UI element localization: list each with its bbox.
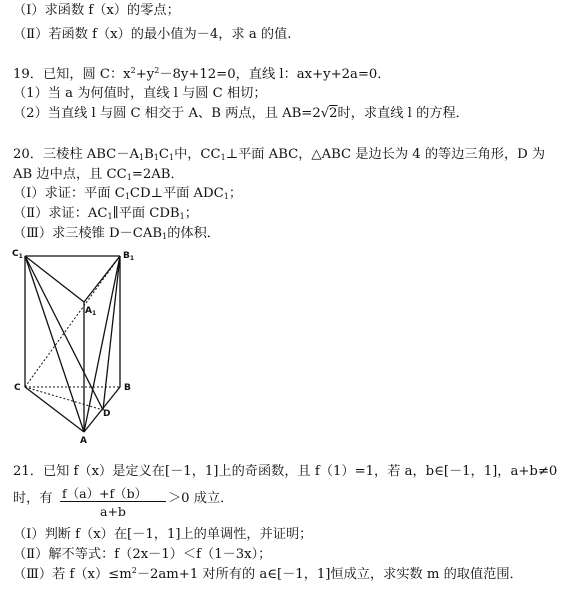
prism-figure (8, 246, 143, 446)
label-C1: $C_1$ (12, 249, 23, 260)
fraction-numerator: f（a）+f（b） (62, 486, 148, 501)
label-D: D (103, 409, 111, 419)
label-C: C (14, 383, 21, 393)
label-A1: $A_1$ (85, 306, 97, 317)
label-B1: $B_1$ (123, 251, 135, 262)
edge-C1-A (25, 256, 84, 432)
edge-C-B1-hidden (25, 256, 120, 387)
q21-stem: 21．已知 f（x）是定义在[－1，1]上的奇函数，且 f（1）=1，若 a，b∈[－1，1]，a+b≠0 (13, 464, 558, 479)
q19-stem: 19．已知，圆 C：$x^2+y^2-8y+12=0$，直线 l：ax+y+2a=0． (13, 66, 391, 82)
edge-B1-A (84, 256, 120, 432)
q21-part2: （Ⅱ）解不等式：f（2x－1）＜f（1－3x）； (13, 547, 272, 562)
q20-stem-line1: 20．三棱柱 $ABC-A_1B_1C_1$中，$CC_1\perp$平面 ABC，△ABC 是边长为 4 的等边三角形，D 为 (13, 147, 546, 162)
fraction-bar (60, 501, 166, 502)
label-B: B (124, 383, 131, 393)
q21-fraction (58, 482, 168, 522)
q21-line2-suffix: ＞0 成立． (168, 491, 234, 506)
edge-C1-D (25, 256, 103, 410)
label-A: A (80, 436, 87, 446)
q18-part1: （Ⅰ）求函数 f（x）的零点； (13, 3, 180, 18)
q21-part1: （Ⅰ）判断 f（x）在[－1，1]上的单调性，并证明； (13, 527, 313, 542)
q20-stem-line2: AB 边中点，且 $CC_1=2AB$． (13, 167, 184, 182)
edge-C1-A1 (25, 256, 84, 302)
sqrt-symbol: √2 (320, 106, 338, 121)
q18-part2: （Ⅱ）若函数 f（x）的最小值为－4，求 a 的值. (13, 27, 292, 42)
q20-part3: （Ⅲ）求三棱锥 $D-CAB_1$的体积． (13, 226, 220, 241)
fraction-denominator: a+b (100, 504, 126, 519)
q20-part1: （Ⅰ）求证：平面 $C_1CD\perp$平面 $ADC_1$； (13, 186, 243, 201)
q21-line2-prefix: 时，有 (13, 491, 53, 506)
q20-part2: （Ⅱ）求证：$AC_1\parallel$平面 $CDB_1$； (13, 206, 198, 221)
q19-part1: （1）当 a 为何值时，直线 l 与圆 C 相切； (13, 86, 267, 101)
edge-C-A (25, 387, 84, 432)
q19-part2: （2）当直线 l 与圆 C 相交于 A、B 两点，且 AB=2√2时，求直线 l 的方程． (13, 106, 469, 121)
q21-part3: （Ⅲ）若 $f(x)\le m^2-2am+1$ 对所有的 a∈[－1，1]恒成立，求实数 m 的取值范围． (13, 566, 523, 582)
